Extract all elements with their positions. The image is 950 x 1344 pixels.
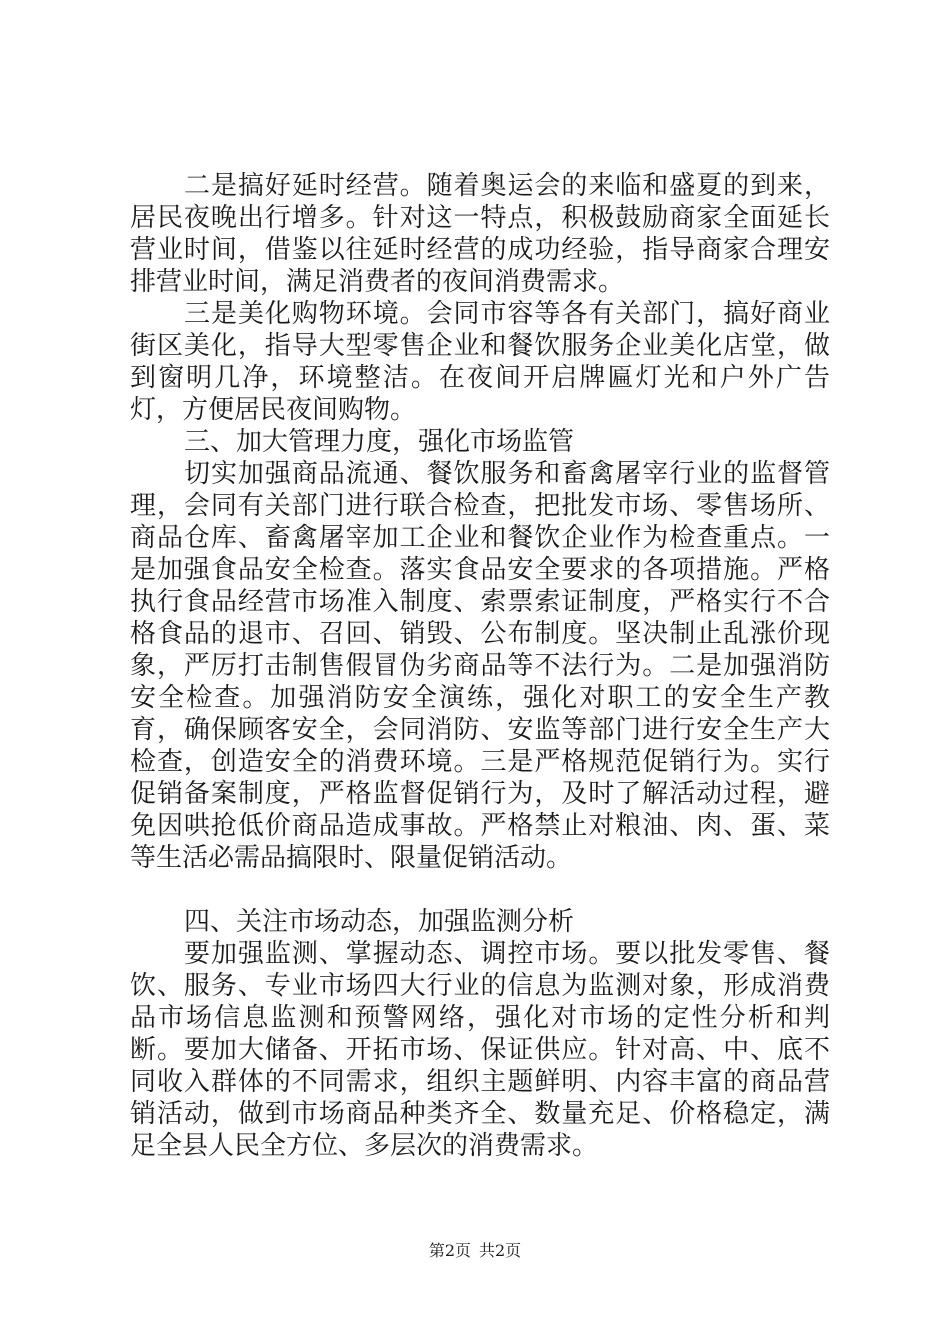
- paragraph-supervision-details: 切实加强商品流通、餐饮服务和畜禽屠宰行业的监督管理，会同有关部门进行联合检查，把批发市场、零售场所、商品仓库、畜禽屠宰加工企业和餐饮企业作为检查重点。一是加强食品安全检查。落实食品安全要求的各项措施。严格执行食品经营市场准入制度、索票索证制度，严格实行不合格食品的退市、召回、销毁、公布制度。坚决制止乱涨价现象，严厉打击制售假冒伪劣商品等不法行为。二是加强消防安全检查。加强消防安全演练，强化对职工的安全生产教育，确保顾客安全，会同消防、安监等部门进行安全生产大检查，创造安全的消费环境。三是严格规范促销行为。实行促销备案制度，严格监督促销行为，及时了解活动过程，避免因哄抢低价商品造成事故。严格禁止对粮油、肉、蛋、菜等生活必需品搞限时、限量促销活动。: [130, 459, 830, 873]
- paragraph-shopping-environment: 三是美化购物环境。会同市容等各有关部门，搞好商业街区美化，指导大型零售企业和餐饮服务企业美化店堂，做到窗明几净，环境整洁。在夜间开启牌匾灯光和户外广告灯，方便居民夜间购物。: [130, 299, 830, 425]
- paragraph-monitoring-details: 要加强监测、掌握动态、调控市场。要以批发零售、餐饮、服务、专业市场四大行业的信息为监测对象，形成消费品市场信息监测和预警网络，强化对市场的定性分析和判断。要加大储备、开拓市场、保证供应。针对高、中、底不同收入群体的不同需求，组织主题鲜明、内容丰富的商品营销活动，做到市场商品种类齐全、数量充足、价格稳定，满足全县人民全方位、多层次的消费需求。: [130, 939, 830, 1161]
- page-number-current: 第2页: [428, 1241, 471, 1260]
- paragraph-gap: [130, 874, 830, 906]
- document-body: [130, 170, 830, 1162]
- section-heading-market-supervision: 三、加大管理力度，强化市场监管: [184, 427, 575, 457]
- page-footer: [0, 1241, 950, 1261]
- paragraph-extended-hours: 二是搞好延时经营。随着奥运会的来临和盛夏的到来，居民夜晚出行增多。针对这一特点，积极鼓励商家全面延长营业时间，借鉴以往延时经营的成功经验，指导商家合理安排营业时间，满足消费者的夜间消费需求。: [130, 171, 830, 297]
- section-heading-market-monitoring: 四、关注市场动态，加强监测分析: [184, 907, 575, 937]
- page-number-total: 共2页: [479, 1241, 522, 1260]
